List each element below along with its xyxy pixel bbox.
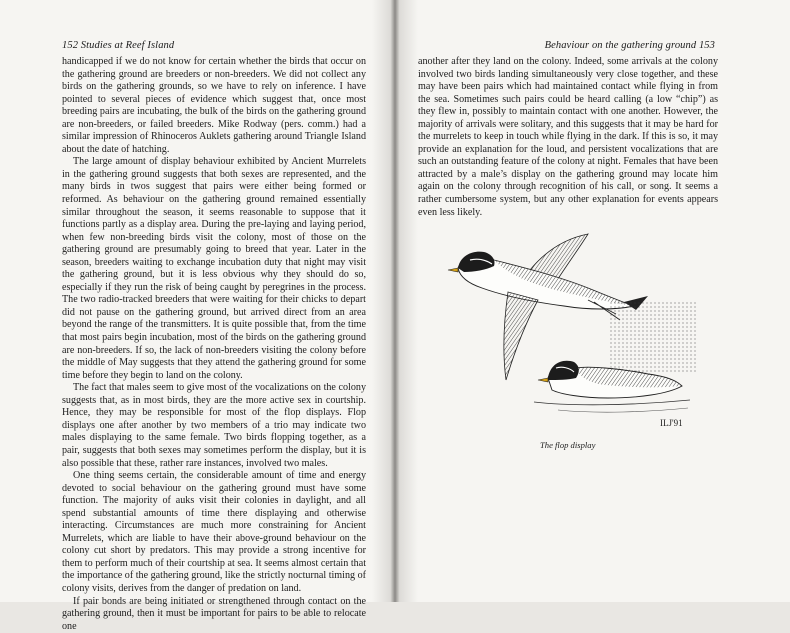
paragraph: One thing seems certain, the considerable amount of time and energy devoted to social behaviour on the gathering ground must have some function. The majority of auks visit their colonies in daylight, and all spend substantial amounts of time there displaying and otherwise interacting. Circumstances are much more constraining for Ancient Murrelets, which are liable to have their above-ground behaviour on the colony cut short by predators. This may provide a strong incentive for them to perform much of their courtship at sea. It seems almost certain that the importance of the gathering ground, like the strictly nocturnal timing of colony visits, derives from the danger of predation on land.: [62, 470, 366, 594]
left-running-head: 152 Studies at Reef Island: [62, 40, 175, 51]
water-spray: [608, 302, 698, 372]
lower-wing: [504, 292, 538, 380]
paragraph: another after they land on the colony. Indeed, some arrivals at the colony involved two birds landing simultaneously very close together, and these may have been pairs which had maintained contact while flying in from the sea. Sometimes such pairs could be heard calling (a low “chip”) as they flew in, possibly to maintain contact with one another. However, the majority of arrivals were solitary, and this suggests that it may be hard for the murrelets to keep in touch while flying in the dark. If this is so, it may provide an explanation for the loud, and persistent vocalizations that are such an outstanding feature of the colony at night. Females that have been attracted by a male’s display on the gathering ground may locate him again on the colony through recognition of his call, or song. It seems a rather cumbersome system, but any other explanation for events appears even less likely.: [418, 56, 718, 218]
water-ripple: [534, 400, 690, 405]
left-body-text: [62, 56, 366, 633]
figure-caption: The flop display: [540, 440, 596, 450]
water-ripple: [558, 408, 688, 412]
swimming-bird-bill: [538, 378, 548, 382]
right-page: [398, 0, 790, 602]
murrelet-drawing: [438, 230, 708, 440]
paragraph: handicapped if we do not know for certain whether the birds that occur on the gathering ground are breeders or non-breeders. We did not collect any birds on the gathering grounds, so we have to rely on inference. I have pointed to several pieces of evidence which suggest that, once most breeding pairs are incubating, the bulk of the birds on the gathering ground are non-breeders, or failed breeders. Mike Rodway (pers. comm.) had a similar impression of Rhinoceros Auklets gathering around Triangle Island about the date of hatching.: [62, 56, 366, 155]
left-page: [0, 0, 392, 632]
swimming-bird-head: [548, 361, 579, 380]
right-running-head: Behaviour on the gathering ground 153: [544, 40, 715, 51]
flop-display-illustration: [438, 230, 708, 440]
paragraph: The large amount of display behaviour exhibited by Ancient Murrelets in the gathering ground suggests that both sexes are represented, and the many birds in twos suggest that pairs were either being formed or reformed. As behaviour on the gathering ground remained essentially similar throughout the season, it seems reasonable to suppose that it functions partly as a display area. During the pre-laying and laying period, when few non-breeding birds visit the colony, most of those on the gathering ground are presumably going to breed that year. Later in the season, breeders waiting to exchange incubation duty that night may visit the gathering ground, but it is less obvious why they should do so, especially if they run the risk of being caught by peregrines in the process. The two radio-tracked breeders that were waiting for their chicks to depart did not pause on the gathering ground, but arrived direct from an area beyond the range of the transmitters. It is quite possible that, from the time that most pairs begin incubation, most of the birds on the gathering ground are non-breeders. If so, the lack of non-breeders visiting the colony before the middle of May suggests that they attend the gathering ground for some time before they begin to land on the colony.: [62, 156, 366, 381]
paragraph: The fact that males seem to give most of the vocalizations on the colony suggests that, as in most birds, they are the more active sex in courtship. Hence, they may be responsible for most of the flop displays. Flop displays one after another by two members of a trio may indicate two males displaying to the same female. Two birds flopping together, as a pair, suggests that both sexes may sometimes perform the display, but it is also possible that these, rather rare instances, involved two males.: [62, 382, 366, 469]
paragraph: If pair bonds are being initiated or strengthened through contact on the gathering ground, then it must be important for pairs to be able to relocate one: [62, 595, 366, 632]
artist-signature: ILJ'91: [660, 418, 683, 428]
right-body-text: [418, 56, 718, 219]
flying-bird-bill: [448, 268, 458, 272]
